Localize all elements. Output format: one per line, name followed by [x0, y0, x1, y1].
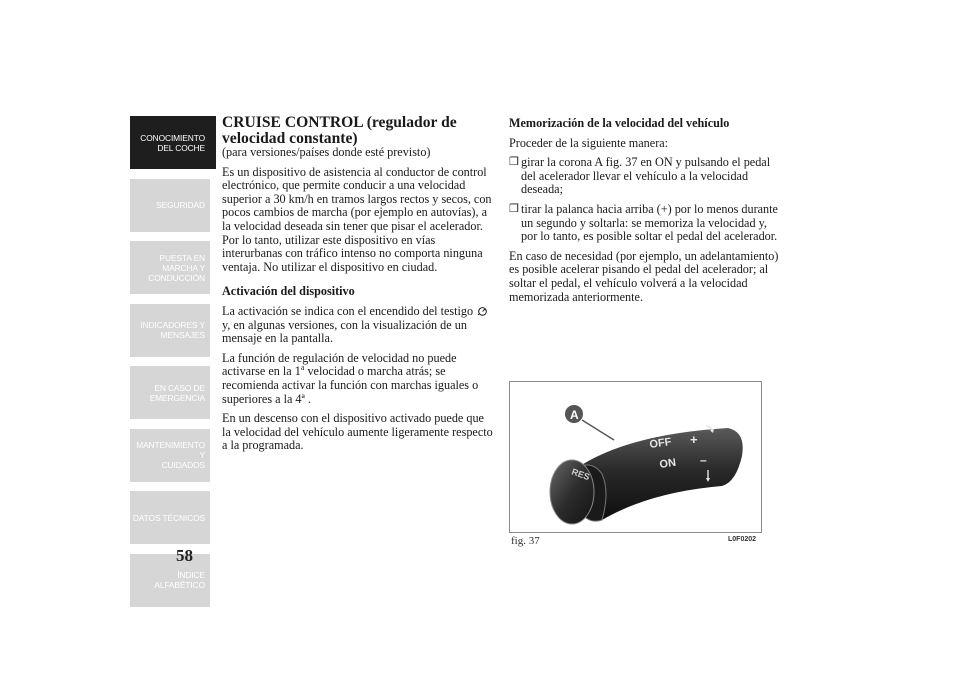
section-subtitle: (para versiones/países donde esté previsto)	[222, 145, 431, 159]
tab-indicadores-y-mensajes[interactable]	[130, 304, 210, 357]
list-item	[509, 203, 781, 244]
on-label: ON	[658, 456, 677, 471]
list-item-text: girar la corona A fig. 37 en ON y pulsando el pedal del acelerador llevar el vehículo a la velocidad deseada;	[521, 155, 771, 197]
ordinal-superscript: a	[300, 363, 305, 373]
activation-text-before-icon: La activación se indica con el encendido del testigo	[222, 303, 474, 318]
tab-label: INDICADORES Y MENSAJES	[140, 320, 205, 340]
checkbox-bullet-icon: ❒	[509, 156, 519, 169]
tab-indice-alfabetico[interactable]	[130, 554, 210, 607]
procedure-intro: Proceder de la siguiente manera:	[509, 135, 669, 150]
tab-seguridad[interactable]	[130, 179, 210, 232]
checkbox-bullet-icon: ❒	[509, 202, 519, 215]
tab-label: CONOCIMIENTO DEL COCHE	[140, 132, 205, 153]
activation-paragraph-3: En un descenso con el dispositivo activado puede que la velocidad del vehículo aumente ligeramente respecto a la programada.	[222, 411, 493, 453]
left-column	[222, 114, 494, 459]
tab-puesta-en-marcha[interactable]	[130, 241, 210, 294]
intro-paragraph: Es un dispositivo de asistencia al conductor de control electrónico, que permite conducir a una velocidad superior a 30 km/h en tramos largos rectos y secos, con pocos cambios de marcha (por ejemplo en autovías), a la velocidad deseada sin tener que pisar el acelerador. Por lo tanto, utilizar este dispositivo en vías interurbanas con tráfico intenso no comporta ninguna ventaja. No utilizar el dispositivo en ciudad.	[222, 164, 492, 274]
tab-label: ÍNDICE ALFABÉTICO	[154, 570, 205, 590]
tab-mantenimiento-y-cuidados[interactable]	[130, 429, 210, 482]
figure-caption: fig. 37	[511, 535, 540, 547]
minus-label: –	[700, 453, 707, 467]
list-item	[509, 156, 781, 197]
section-title: CRUISE CONTROL (regulador de velocidad constante)	[222, 114, 457, 147]
tab-datos-tecnicos[interactable]	[130, 491, 210, 544]
plus-label: +	[690, 432, 698, 447]
tab-label: EN CASO DE EMERGENCIA	[149, 382, 205, 403]
tab-label: SEGURIDAD	[156, 200, 205, 210]
tab-label: DATOS TÉCNICOS	[132, 512, 205, 523]
tab-en-caso-de-emergencia[interactable]	[130, 366, 210, 419]
callout-leader-line	[582, 420, 614, 440]
activation-text-after-icon: y, en algunas versiones, con la visualización de un mensaje en la pantalla.	[222, 317, 467, 346]
section-sidebar	[130, 116, 210, 616]
lever-illustration	[510, 382, 761, 532]
res-label: RES	[570, 466, 592, 483]
callout-a-label: A	[570, 408, 579, 422]
page-number: 58	[176, 546, 193, 565]
tab-conocimiento-del-coche[interactable]	[130, 116, 210, 169]
activation-paragraph-1	[222, 305, 494, 346]
figure-code: L0F0202	[728, 536, 757, 543]
cruise-control-lever-figure	[509, 381, 762, 533]
activation-heading: Activación del dispositivo	[222, 284, 355, 299]
list-item-text: tirar la palanca hacia arriba (+) por lo menos durante un segundo y soltarla: se memoriza la velocidad y, por lo tanto, es posible soltar el pedal del acelerador.	[521, 201, 778, 244]
closing-paragraph: En caso de necesidad (por ejemplo, un adelantamiento) es posible acelerar pisando el pedal del acelerador; al soltar el pedal, el vehículo volverá a la velocidad memorizada anteriormente.	[509, 248, 779, 304]
procedure-list	[509, 156, 781, 244]
cruise-control-warning-light-icon	[477, 306, 488, 316]
gear-text-part-2: velocidad o marcha atrás; se recomienda activar la función con marchas iguales o superiores a la 4ª .	[222, 364, 479, 406]
off-label: OFF	[648, 436, 673, 451]
right-column	[509, 114, 781, 310]
tab-label: MANTENIMIENTO Y CUIDADOS	[136, 440, 205, 470]
tab-label: PUESTA EN MARCHA Y CONDUCCIÓN	[148, 252, 205, 283]
activation-paragraph-2	[222, 352, 494, 406]
speed-memorization-heading: Memorización de la velocidad del vehículo	[509, 116, 730, 130]
gear-text-part-1: La función de regulación de velocidad no puede activarse en la 1	[222, 350, 457, 379]
